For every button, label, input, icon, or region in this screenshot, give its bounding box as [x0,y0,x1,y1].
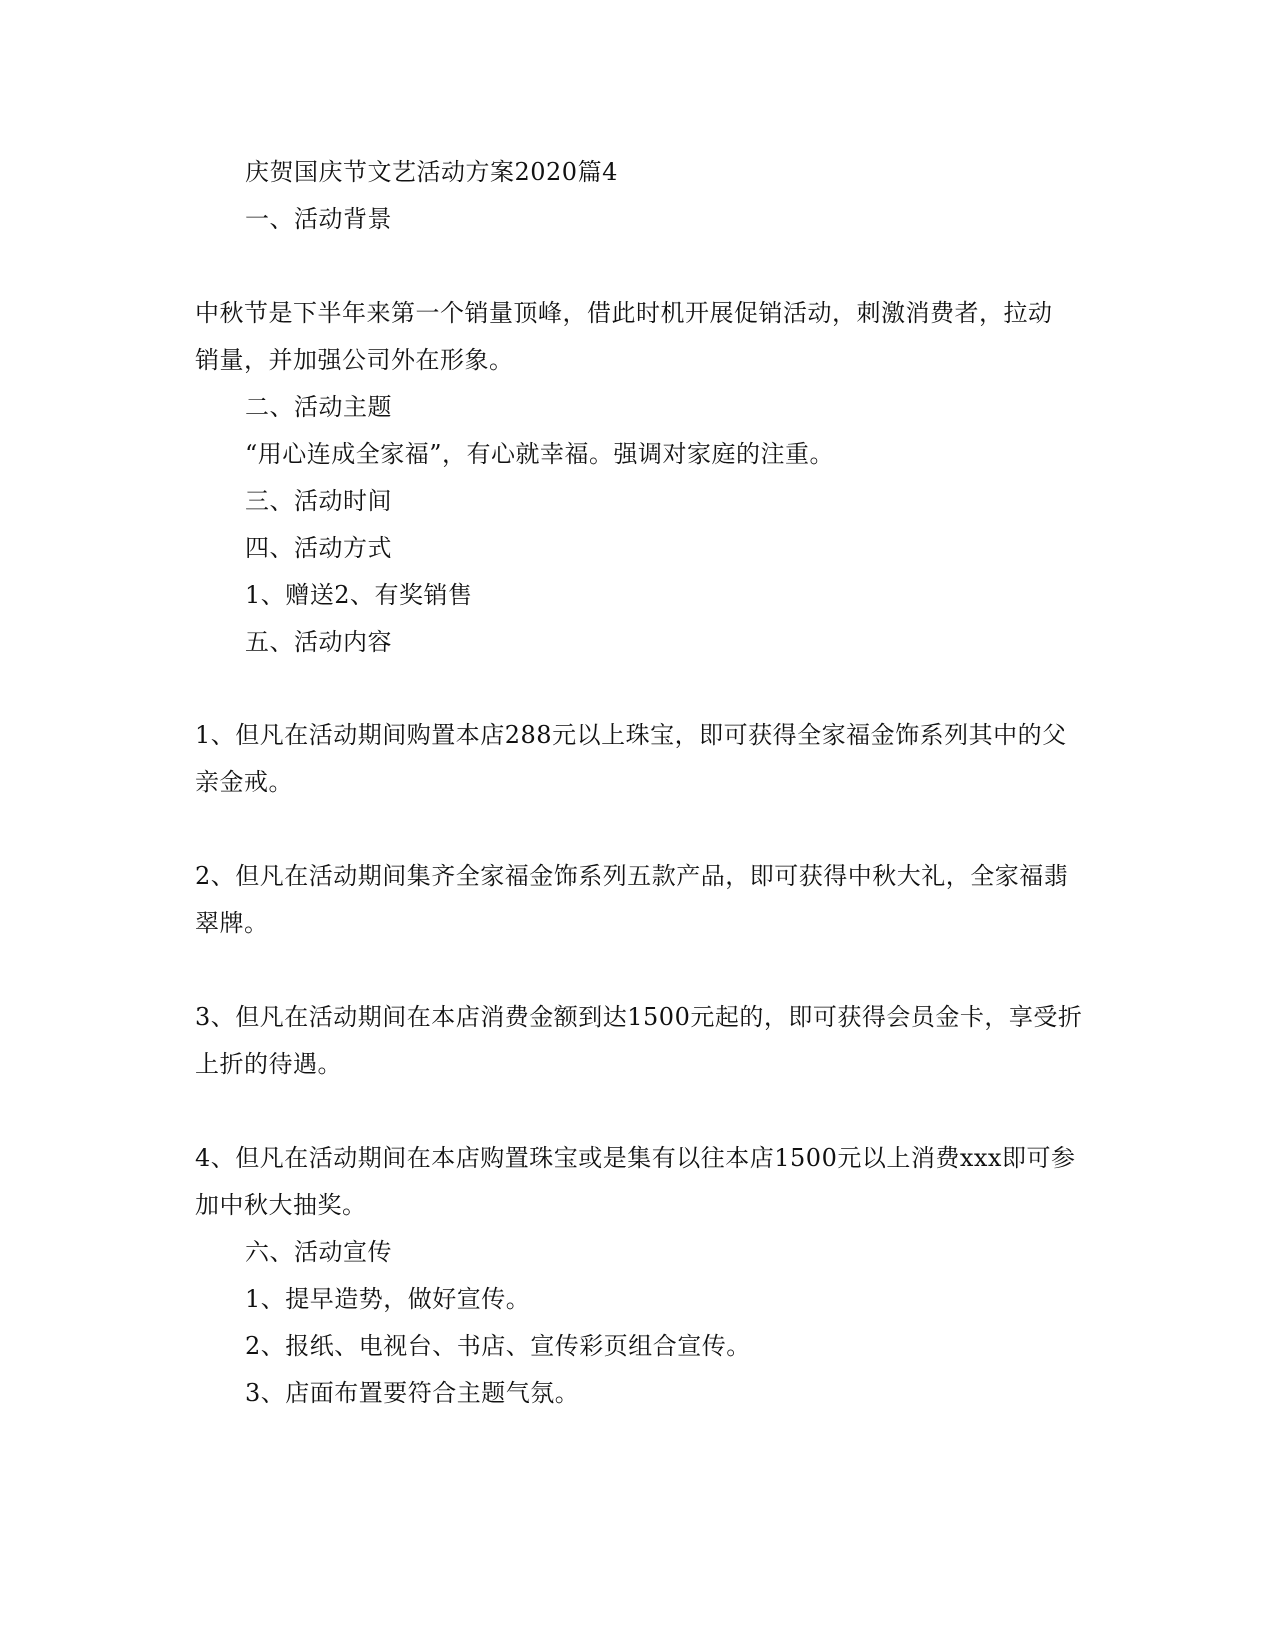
theme-text: “用心连成全家福”，有心就幸福。强调对家庭的注重。 [245,440,835,468]
section-heading-theme: 二、活动主题 [245,393,392,421]
section-heading-method: 四、活动方式 [245,534,392,562]
content-item-2-line-2: 翠牌。 [195,909,269,937]
content-item-1-line-2: 亲金戒。 [195,768,293,796]
background-paragraph-line-1: 中秋节是下半年来第一个销量顶峰，借此时机开展促销活动，刺激消费者，拉动 [195,299,1053,327]
content-item-3-line-1: 3、但凡在活动期间在本店消费金额到达1500元起的，即可获得会员金卡，享受折 [195,1003,1083,1031]
document-title: 庆贺国庆节文艺活动方案2020篇4 [245,158,618,186]
background-paragraph-line-2: 销量，并加强公司外在形象。 [195,346,514,374]
content-item-4-line-2: 加中秋大抽奖。 [195,1191,367,1219]
promotion-item-2: 2、报纸、电视台、书店、宣传彩页组合宣传。 [245,1332,751,1360]
promotion-item-1: 1、提早造势，做好宣传。 [245,1285,531,1313]
section-heading-promotion: 六、活动宣传 [245,1238,392,1266]
method-text: 1、赠送2、有奖销售 [245,581,473,609]
content-item-1-line-1: 1、但凡在活动期间购置本店288元以上珠宝，即可获得全家福金饰系列其中的父 [195,721,1067,749]
content-item-3-line-2: 上折的待遇。 [195,1050,342,1078]
section-heading-content: 五、活动内容 [245,628,392,656]
content-item-2-line-1: 2、但凡在活动期间集齐全家福金饰系列五款产品，即可获得中秋大礼，全家福翡 [195,862,1069,890]
content-item-4-line-1: 4、但凡在活动期间在本店购置珠宝或是集有以往本店1500元以上消费xxx即可参 [195,1144,1076,1172]
section-heading-background: 一、活动背景 [245,205,392,233]
promotion-item-3: 3、店面布置要符合主题气氛。 [245,1379,580,1407]
section-heading-time: 三、活动时间 [245,487,392,515]
